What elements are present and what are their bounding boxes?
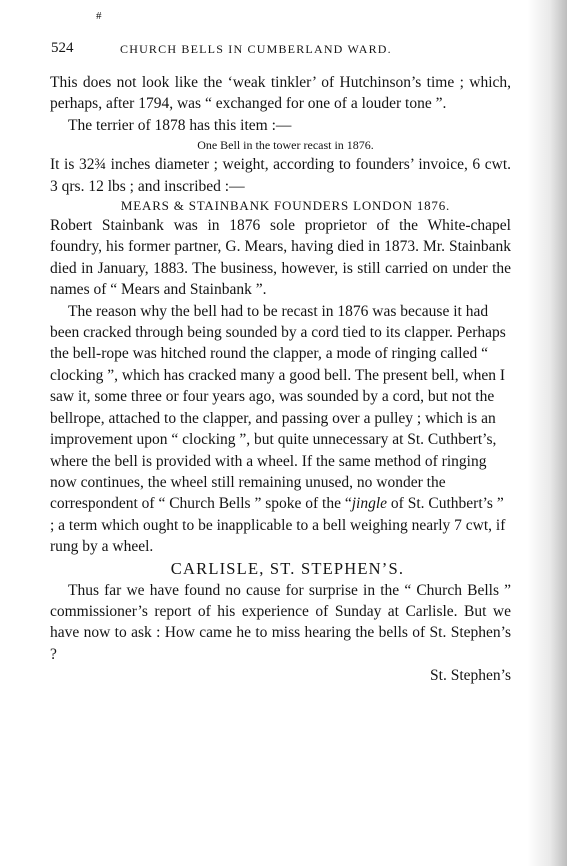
terrier-quote: One Bell in the tower recast in 1876. bbox=[197, 138, 374, 153]
page-number: 524 bbox=[51, 40, 74, 56]
bell-inscription: MEARS & STAINBANK FOUNDERS LONDON 1876. bbox=[120, 198, 451, 214]
italic-jingle: jingle bbox=[351, 495, 388, 513]
corner-mark: # bbox=[96, 10, 102, 22]
paragraph-hutchinson: This does not look like the ‘weak tinkler’ of Hutchinson’s time ; which, perhaps, after 1794, was “ exchanged for one of a louder tone ”. bbox=[50, 74, 511, 113]
paragraph-diameter: It is 32¾ inches diameter ; weight, according to founders’ invoice, 6 cwt. 3 qrs. 12 lbs ; and inscribed :— bbox=[50, 156, 511, 195]
paragraph-st-stephens: Thus far we have found no cause for surprise in the “ Church Bells ” commissioner’s report of his experience of Sunday at Carlisle. But we have now to ask : How came he to miss hearing the bells of St. Stephen’s ? bbox=[50, 581, 511, 663]
running-head: CHURCH BELLS IN CUMBERLAND WARD. bbox=[120, 42, 392, 56]
page-body bbox=[50, 72, 511, 687]
recast-text-end: of St. Cuthbert’s ” ; a term which ought to be inapplicable to a bell weighing nearly 7 cwt, if rung by a wheel. bbox=[50, 495, 506, 556]
paragraph-stainbank: Robert Stainbank was in 1876 sole proprietor of the White-chapel foundry, his former partner, G. Mears, having died in 1873. Mr. Stainbank died in January, 1883. The business, however, is still carried on under the names of “ Mears and Stainbank ”. bbox=[50, 217, 511, 299]
recast-text-start: The reason why the bell had to be recast in 1876 was because it had been cracked through being sounded by a cord tied to its clapper. Perhaps the bell-rope was hitched round the clapper, a mode of ringing called “ clocking ”, which has cracked many a good bell. The present bell, when I saw it, some three or four years ago, was sounded by a cord, but not the bellrope, attached to the clapper, and passing over a pulley ; which is an improvement upon “ clocking ”, but quite unnecessary at St. Cuthbert’s, where the bell is provided with a wheel. If the same method of ringing now continues, the wheel still remaining unused, no wonder the correspondent of “ Church Bells ” spoke of the “ bbox=[50, 302, 506, 513]
paragraph-recast-reason bbox=[50, 301, 511, 558]
section-heading-st-stephens: CARLISLE, ST. STEPHEN’S. bbox=[170, 558, 405, 578]
paragraph-terrier: The terrier of 1878 has this item :— bbox=[68, 116, 292, 134]
catchword: St. Stephen’s bbox=[430, 667, 511, 685]
